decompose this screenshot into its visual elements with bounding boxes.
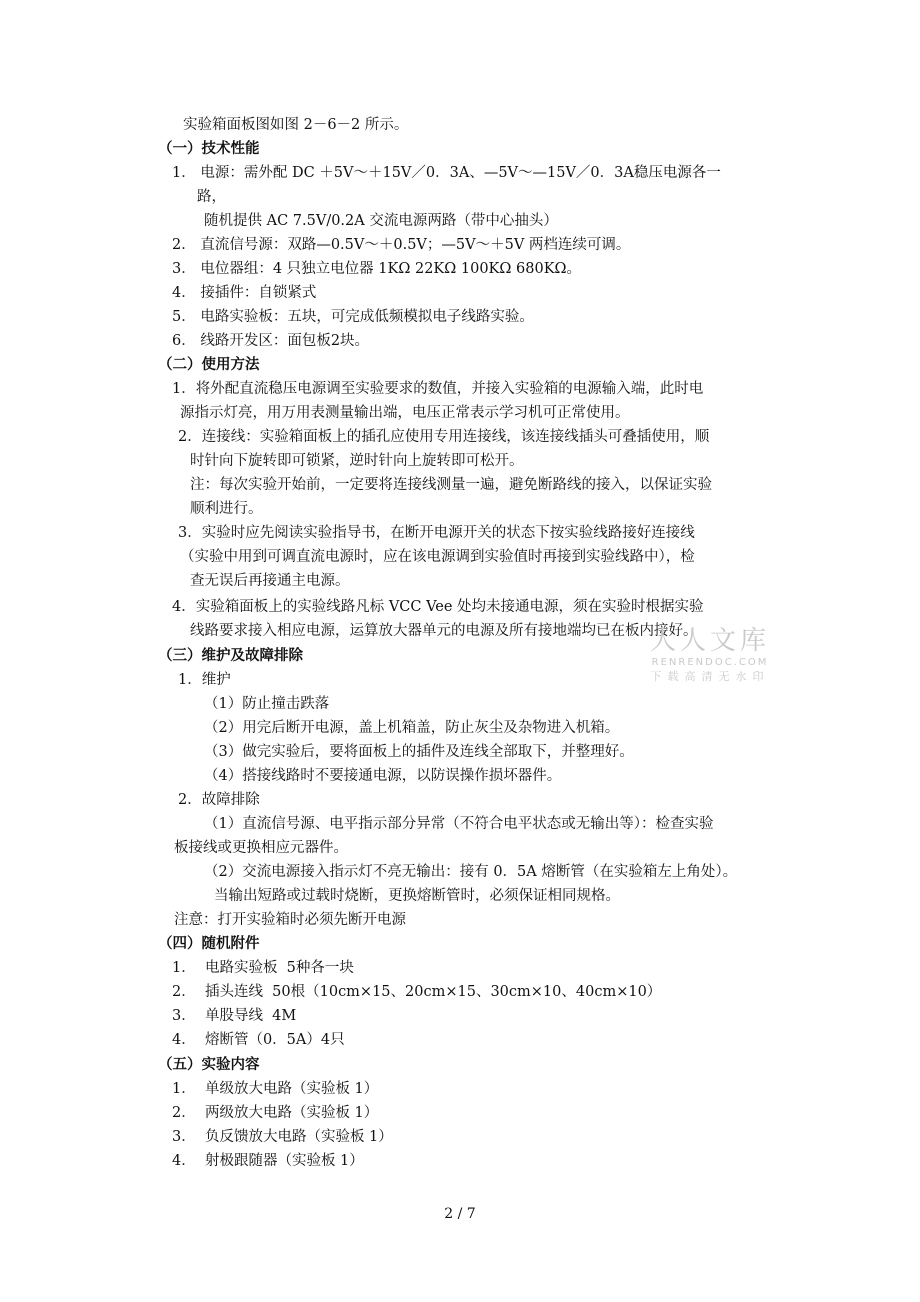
spec-item-6: 6． 线路开发区：面包板2块。	[172, 333, 370, 349]
usage-item-4: 4．实验箱面板上的实验线路凡标 VCC Vee 处均未接通电源，须在实验时根据实验	[172, 599, 704, 615]
usage-item-2-cont: 时针向下旋转即可锁紧，逆时针向上旋转即可松开。	[190, 453, 524, 469]
spec-item-1-extra: 随机提供 AC 7.5V/0.2A 交流电源两路（带中心抽头）	[204, 213, 558, 229]
maintenance-heading: 1．维护	[178, 672, 231, 688]
page-number: 2 / 7	[444, 1206, 476, 1222]
accessory-item-3: 3． 单股导线 4M	[172, 1008, 297, 1024]
accessory-item-2: 2． 插头连线 50根（10cm×15、20cm×15、30cm×10、40cm×10）	[172, 984, 662, 1000]
intro-line: 实验箱面板图如图 2－6－2 所示。	[183, 117, 409, 133]
usage-item-3: 3．实验时应先阅读实验指导书，在断开电源开关的状态下按实验线路接好连接线	[178, 525, 695, 541]
troubleshoot-item-2: （2）交流电源接入指示灯不亮无输出：接有 0．5A 熔断管（在实验箱左上角处）。	[204, 864, 738, 880]
usage-note: 注：每次实验开始前，一定要将连接线测量一遍，避免断路线的接入，以保证实验	[190, 477, 712, 493]
maintenance-item-2: （2）用完后断开电源，盖上机箱盖，防止灰尘及杂物进入机箱。	[204, 720, 620, 736]
section-4-title: （四）随机附件	[158, 936, 260, 952]
watermark-tagline: 下载高清无水印	[650, 670, 770, 683]
watermark	[646, 626, 774, 684]
usage-item-2: 2．连接线：实验箱面板上的插孔应使用专用连接线，该连接线插头可叠插使用，顺	[178, 429, 710, 445]
watermark-brand: 人人文库	[649, 626, 770, 656]
usage-item-1: 1．将外配直流稳压电源调至实验要求的数值，并接入实验箱的电源输入端，此时电	[172, 381, 704, 397]
spec-item-1: 1． 电源：需外配 DC ＋5V～＋15V／0．3A、—5V～—15V／0．3A稳压电源各一	[172, 165, 721, 181]
accessory-item-4: 4． 熔断管（0．5A）4只	[172, 1032, 345, 1048]
maintenance-item-4: （4）搭接线路时不要接通电源，以防误操作损坏器件。	[204, 768, 562, 784]
accessory-item-1: 1． 电路实验板 5种各一块	[172, 960, 354, 976]
experiment-item-4: 4． 射极跟随器（实验板 1）	[172, 1153, 364, 1169]
experiment-item-2: 2． 两级放大电路（实验板 1）	[172, 1105, 379, 1121]
usage-item-4-cont: 线路要求接入相应电源，运算放大器单元的电源及所有接地端均已在板内接好。	[190, 623, 698, 639]
troubleshoot-item-1: （1）直流信号源、电平指示部分异常（不符合电平状态或无输出等）：检查实验	[204, 816, 714, 832]
troubleshoot-heading: 2．故障排除	[178, 792, 260, 808]
maintenance-item-1: （1）防止撞击跌落	[204, 696, 330, 712]
usage-item-3-cont: （实验中用到可调直流电源时，应在该电源调到实验值时再接到实验线路中），检	[180, 549, 695, 565]
power-warning-note: 注意：打开实验箱时必须先断开电源	[174, 912, 406, 928]
experiment-item-1: 1． 单级放大电路（实验板 1）	[172, 1081, 379, 1097]
spec-item-3: 3． 电位器组：4 只独立电位器 1KΩ 22KΩ 100KΩ 680KΩ。	[172, 261, 582, 277]
watermark-domain: RENRENDOC.COM	[651, 657, 769, 668]
section-3-title: （三）维护及故障排除	[158, 648, 303, 664]
troubleshoot-item-2-cont: 当输出短路或过载时烧断，更换熔断管时，必须保证相同规格。	[214, 888, 620, 904]
usage-item-3-end: 查无误后再接通主电源。	[190, 573, 350, 589]
section-5-title: （五）实验内容	[158, 1057, 260, 1073]
experiment-item-3: 3． 负反馈放大电路（实验板 1）	[172, 1129, 393, 1145]
section-1-title: （一）技术性能	[158, 141, 260, 157]
spec-item-4: 4． 接插件：自锁紧式	[172, 285, 317, 301]
maintenance-item-3: （3）做完实验后，要将面板上的插件及连线全部取下，并整理好。	[204, 744, 634, 760]
spec-item-2: 2． 直流信号源：双路—0.5V～＋0.5V；—5V～＋5V 两档连续可调。	[172, 237, 631, 253]
spec-item-5: 5． 电路实验板：五块，可完成低频模拟电子线路实验。	[172, 309, 534, 325]
usage-item-1-cont: 源指示灯亮，用万用表测量输出端，电压正常表示学习机可正常使用。	[180, 405, 630, 421]
section-2-title: （二）使用方法	[158, 357, 260, 373]
spec-item-1-cont: 路，	[197, 189, 226, 205]
troubleshoot-item-1-cont: 板接线或更换相应元器件。	[174, 840, 348, 856]
usage-note-cont: 顺利进行。	[190, 501, 263, 517]
